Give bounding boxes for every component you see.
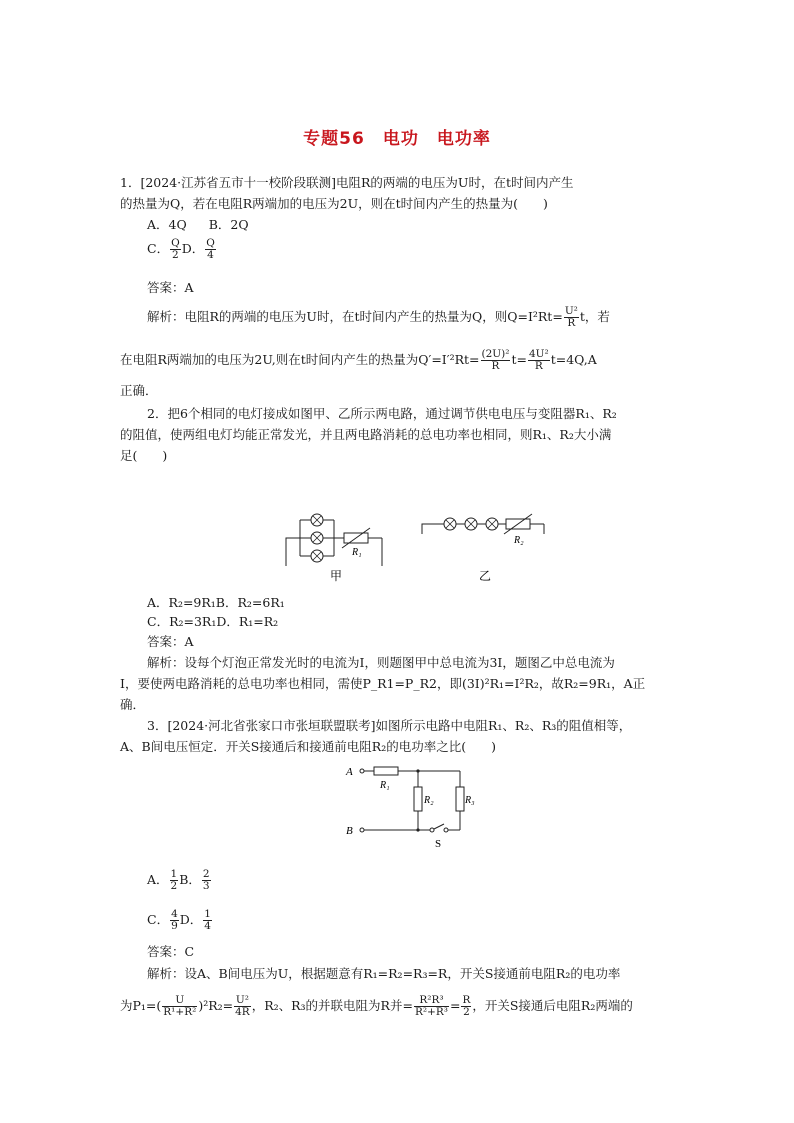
q2-fig-r2-label: R₂: [514, 535, 524, 546]
q3-option-a-den: 2: [170, 880, 178, 892]
q3-options-ab: [147, 869, 212, 892]
q1-exp2-fraction2: [528, 349, 550, 372]
q3-option-b-den: 3: [202, 880, 210, 892]
q3-answer: 答案：C: [147, 944, 195, 959]
q3-fig-r1-label: R₁: [380, 780, 390, 791]
q3-exp2-frac2-num: U²: [235, 994, 249, 1006]
q1-option-c-fraction: [170, 238, 181, 261]
q2-circuit-diagram: [280, 508, 560, 586]
q3-option-d-fraction: [203, 909, 212, 932]
q3-exp2-text-c: ，R₂、R₃的并联电阻为R并=: [251, 998, 413, 1013]
q3-exp2-frac2-den: 4R: [235, 1006, 250, 1018]
q3-option-b-label: B．: [179, 872, 201, 887]
q3-option-c-fraction: [170, 909, 179, 932]
q3-exp2-frac4-num: R: [462, 994, 471, 1006]
q1-option-d-label: D．: [181, 241, 205, 256]
q3-stem-line2: A、B间电压恒定．开关S接通后和接通前电阻R₂的电功率之比( ): [120, 739, 496, 754]
q3-fig-a-label: A: [346, 766, 353, 778]
q1-exp2-text-a: 在电阻R两端加的电压为2U,则在t时间内产生的热量为Q′=I′²Rt=: [120, 352, 480, 367]
q1-exp2-text-b: t=4Q,A: [550, 352, 597, 367]
q1-options-cd: [147, 238, 217, 261]
q3-explanation-line1: 解析：设A、B间电压为U，根据题意有R₁=R₂=R₃=R，开关S接通前电阻R₂的电功率: [147, 966, 621, 981]
q2-options-cd: C．R₂=3R₁D．R₁=R₂: [147, 614, 279, 629]
q2-answer: 答案：A: [147, 634, 194, 649]
q1-option-c-label: C．: [147, 241, 170, 256]
q1-exp1-text-b: t，若: [579, 309, 610, 324]
q2-stem-line2: 的阻值，使两组电灯均能正常发光，并且两电路消耗的总电功率也相同，则R₁、R₂大小满: [120, 427, 612, 442]
q1-option-a: A．4Q: [147, 217, 187, 232]
q3-exp2-fraction3: [414, 995, 449, 1018]
q1-exp2-text-mid: t=: [511, 352, 527, 367]
q1-exp1-fraction: [564, 306, 579, 329]
q3-option-b-fraction: [202, 869, 211, 892]
q1-exp1-text-a: 解析：电阻R的两端的电压为U时，在t时间内产生的热量为Q，则Q=I²Rt=: [147, 309, 563, 324]
q1-exp2-frac1-num: (2U)²: [481, 348, 510, 360]
q3-options-cd: [147, 909, 213, 932]
q3-option-d-label: D．: [179, 912, 203, 927]
q3-option-c-den: 9: [171, 920, 178, 932]
q2-fig-yi-label: 乙: [479, 569, 492, 583]
q3-fig-s-label: S: [435, 838, 442, 850]
page-title: 专题56 电功 电功率: [303, 129, 491, 149]
q3-stem-line1: 3．[2024·河北省张家口市张垣联盟联考]如图所示电路中电阻R₁、R₂、R₃的阻值相等，: [147, 718, 632, 733]
q3-option-d-den: 4: [204, 920, 211, 932]
q1-exp2-frac1-den: R: [491, 360, 500, 372]
q1-option-b: B．2Q: [208, 217, 249, 232]
q1-option-d-fraction: [205, 238, 216, 261]
q1-explanation-line3: 正确．: [120, 383, 158, 398]
q1-explanation-line2: [120, 349, 597, 372]
q3-exp2-text-d: =: [449, 998, 461, 1013]
q3-option-c-label: C．: [147, 912, 170, 927]
q3-exp2-text-b: )²R₂=: [198, 998, 234, 1013]
q3-option-d-num: 1: [204, 908, 211, 920]
q1-option-d-den: 4: [207, 249, 214, 261]
q3-exp2-frac4-den: 2: [463, 1006, 470, 1018]
q3-exp2-frac3-den: R²+R³: [414, 1006, 448, 1018]
q2-explanation-line1: 解析：设每个灯泡正常发光时的电流为I，则题图甲中总电流为3I，题图乙中总电流为: [147, 655, 615, 670]
q1-exp1-frac-num: U²: [564, 305, 578, 317]
q3-option-a-fraction: [170, 869, 179, 892]
q3-fig-r3-label: R₃: [465, 795, 475, 806]
q3-exp2-frac1-num: U: [162, 995, 197, 1007]
q3-option-a-label: A．: [147, 872, 169, 887]
q1-explanation-line1: [147, 306, 610, 329]
q3-option-c-num: 4: [171, 908, 178, 920]
q2-fig-jia-label: 甲: [330, 569, 343, 583]
q3-exp2-fraction2: [234, 995, 251, 1018]
q2-explanation-line3: 确．: [120, 697, 146, 712]
q1-answer: 答案：A: [147, 280, 194, 295]
q3-exp2-fraction4: [461, 995, 471, 1018]
q2-fig-r1-label: R₁: [352, 547, 362, 558]
q3-explanation-line2: [120, 995, 633, 1018]
q1-option-d-num: Q: [206, 237, 215, 249]
q3-fig-r2-label: R₂: [424, 795, 434, 806]
q2-explanation-line2: I，要使两电路消耗的总电功率也相同，需使P_R1=P_R2，即(3I)²R₁=I²R₂，故R₂=9R₁，A正: [120, 676, 646, 691]
q2-stem-line1: 2．把6个相同的电灯接成如图甲、乙所示两电路，通过调节供电电压与变阻器R₁、R₂: [147, 406, 617, 421]
q2-stem-line3: 足( ): [120, 448, 168, 463]
q1-option-c-den: 2: [172, 249, 179, 261]
q1-options-ab: [147, 216, 249, 234]
q3-exp2-fraction1: [162, 995, 197, 1018]
q1-exp2-frac2-den: R: [534, 360, 543, 372]
q3-exp2-text-e: ，开关S接通后电阻R₂两端的: [472, 998, 633, 1013]
q3-option-a-num: 1: [170, 868, 178, 880]
q3-exp2-frac3-num: R²R³: [414, 995, 449, 1007]
q1-exp2-frac2-num: 4U²: [528, 348, 549, 360]
q3-exp2-text-a: 为P₁=(: [120, 998, 162, 1013]
q1-exp1-frac-den: R: [567, 317, 576, 329]
q1-stem-line2: 的热量为Q，若在电阻R两端加的电压为2U，则在t时间内产生的热量为( ): [120, 196, 548, 211]
q3-circuit-diagram: [344, 763, 474, 853]
q3-option-b-num: 2: [202, 868, 210, 880]
q3-exp2-frac1-den: R¹+R²: [163, 1006, 197, 1018]
q1-exp2-fraction1: [481, 349, 511, 372]
q2-options-ab: A．R₂=9R₁B．R₂=6R₁: [147, 595, 285, 610]
q3-fig-b-label: B: [346, 825, 353, 837]
q1-stem-line1: 1．[2024·江苏省五市十一校阶段联测]电阻R的两端的电压为U时，在t时间内产生: [120, 175, 574, 190]
q1-option-c-num: Q: [171, 237, 180, 249]
